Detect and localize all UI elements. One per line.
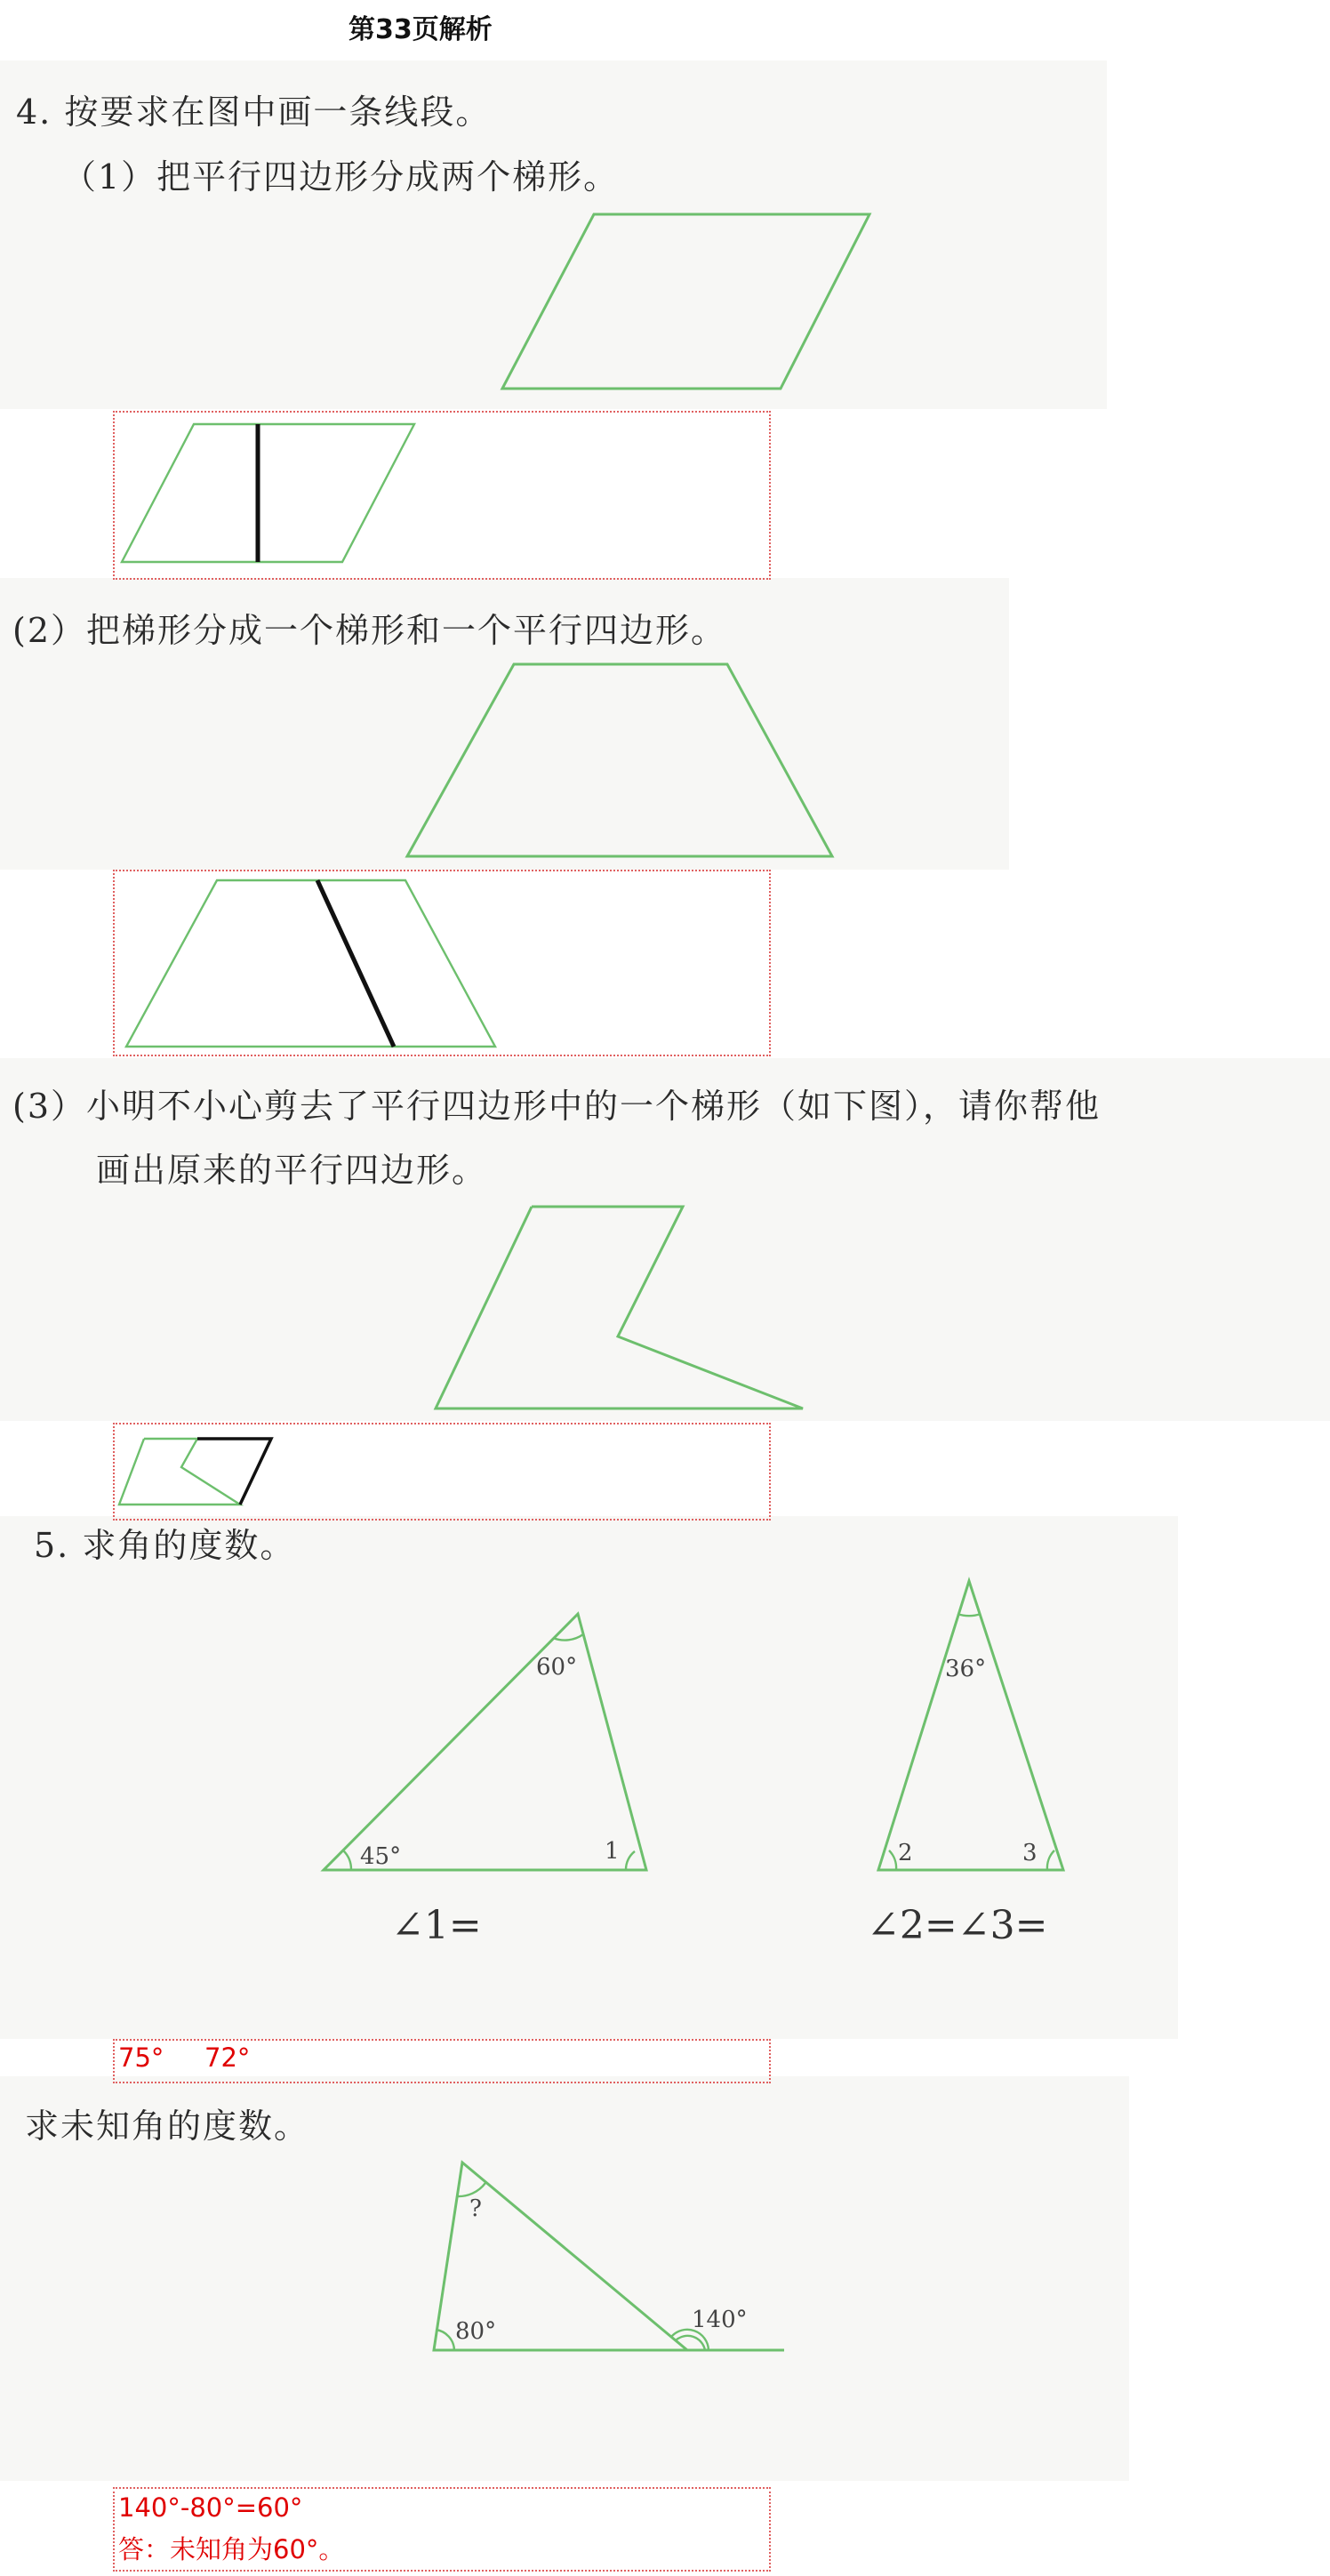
triangle-2-right-label: 3	[1022, 1840, 1038, 1866]
q5-heading: 5. 求角的度数。	[34, 1526, 296, 1565]
triangle-2-top-angle: 36°	[945, 1656, 987, 1682]
answer-q5-angle2: 72°	[204, 2042, 251, 2073]
q4-part3-text-line1: (3）小明不小心剪去了平行四边形中的一个梯形（如下图），请你帮他	[12, 1087, 1102, 1126]
answer-q5-angle1: 75°	[118, 2042, 164, 2073]
q4-heading: 4. 按要求在图中画一条线段。	[16, 92, 492, 132]
q4-part1-text: （1）把平行四边形分成两个梯形。	[62, 157, 620, 197]
triangle-1-equation: ∠1=	[391, 1903, 482, 1948]
triangle-1-left-angle: 45°	[360, 1843, 402, 1870]
inner-angle-label: 80°	[455, 2318, 497, 2345]
answer-q6-calculation: 140°-80°=60°	[118, 2492, 303, 2523]
triangle-2-equation: ∠2=∠3=	[867, 1903, 1048, 1948]
exterior-angle-label: 140°	[692, 2307, 748, 2333]
q4-part3-text-line2: 画出原来的平行四边形。	[96, 1151, 488, 1190]
triangle-1-top-angle: 60°	[536, 1654, 578, 1681]
triangle-1-right-label: 1	[605, 1838, 620, 1865]
triangle-2-left-label: 2	[898, 1840, 913, 1866]
page-title: 第33页解析	[349, 14, 493, 45]
unknown-angle-label: ?	[469, 2195, 482, 2222]
answer-q6-conclusion: 答：未知角为60°。	[118, 2534, 345, 2564]
q4-part2-text: (2）把梯形分成一个梯形和一个平行四边形。	[12, 611, 727, 650]
q6-heading: 求未知角的度数。	[25, 2107, 310, 2146]
